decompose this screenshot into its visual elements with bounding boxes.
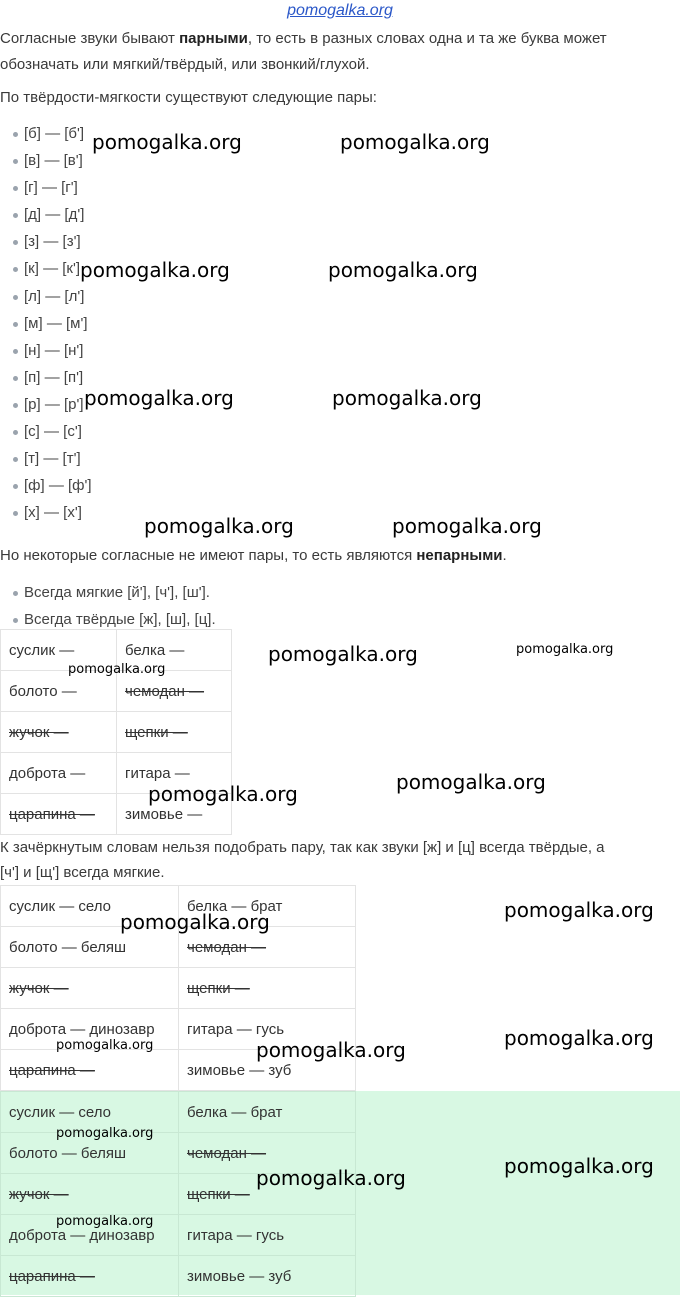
unpaired-text-after: . [502,547,507,564]
table-cell: гитара — гусь [179,1009,356,1050]
watermark: pomogalka.org [328,258,478,282]
pair-item: [п] — [п'] [0,364,92,391]
intro-bold-term: парными [179,30,248,47]
table-row [1,1215,356,1256]
struck-word: жучок — [9,723,69,741]
struck-word: жучок — [9,979,69,997]
pair-item: [к] — [к'] [0,255,92,282]
pair-item: [з] — [з'] [0,228,92,255]
table-cell [1,968,179,1009]
site-logo-link[interactable]: pomogalka.org [287,2,393,19]
struck-word: царапина — [9,1267,95,1285]
watermark: pomogalka.org [268,642,418,666]
watermark: pomogalka.org [56,1126,154,1141]
table-cell: болото — беляш [1,1133,179,1174]
pair-item: [д] — [д'] [0,201,92,228]
table-row [1,1092,356,1133]
table-cell [1,1256,179,1297]
unpaired-item: Всегда твёрдые [ж], [ш], [ц]. [0,606,216,633]
pair-item: [х] — [х'] [0,499,92,526]
table-row [1,1256,356,1297]
watermark: pomogalka.org [256,1038,406,1062]
struck-word: щепки — [125,723,188,741]
struck-word: чемодан — [125,682,205,700]
watermark: pomogalka.org [148,782,298,806]
pair-item: [в] — [в'] [0,147,92,174]
pair-item: [м] — [м'] [0,310,92,337]
pairs-heading: По твёрдости-мягкости существуют следующие пары: [0,89,377,106]
unpaired-paragraph [0,543,507,569]
intro-paragraph [0,26,607,52]
watermark: pomogalka.org [340,130,490,154]
watermark: pomogalka.org [516,642,614,657]
table-cell: гитара — [117,753,232,794]
table-row [1,712,232,753]
pairs-list [0,120,92,526]
table-cell: зимовье — зуб [179,1256,356,1297]
unpaired-bold-term: непарными [416,547,503,564]
table-cell [1,794,117,835]
table-cell: зимовье — зуб [179,1050,356,1091]
struck-word: щепки — [187,1185,250,1203]
pair-item: [т] — [т'] [0,445,92,472]
table-cell: суслик — [1,630,117,671]
watermark: pomogalka.org [392,514,542,538]
struck-word: чемодан — [187,938,267,956]
watermark: pomogalka.org [68,662,166,677]
table-cell: гитара — гусь [179,1215,356,1256]
table-cell: суслик — село [1,886,179,927]
watermark: pomogalka.org [56,1214,154,1229]
struck-word: щепки — [187,979,250,997]
table-cell: доброта — [1,753,117,794]
table-cell [1,712,117,753]
intro-paragraph-line2: обозначать или мягкий/твёрдый, или звонкий/глухой. [0,56,370,73]
watermark: pomogalka.org [92,130,242,154]
table-cell: суслик — село [1,1092,179,1133]
struck-word: царапина — [9,805,95,823]
table-cell: болото — [1,671,117,712]
intro-text-after: , то есть в разных словах одна и та же буква может [247,30,607,47]
watermark: pomogalka.org [504,1154,654,1178]
pair-item: [л] — [л'] [0,283,92,310]
unpaired-text: Но некоторые согласные не имеют пары, то есть являются [0,547,417,564]
table-cell: доброта — динозавр [1,1215,179,1256]
watermark: pomogalka.org [80,258,230,282]
pair-item: [н] — [н'] [0,337,92,364]
pair-item: [ф] — [ф'] [0,472,92,499]
watermark: pomogalka.org [256,1166,406,1190]
watermark: pomogalka.org [396,770,546,794]
pair-item: [г] — [г'] [0,174,92,201]
table-cell [117,712,232,753]
table-cell [1,1174,179,1215]
table-cell [179,968,356,1009]
struck-word: царапина — [9,1061,95,1079]
table-row [1,968,356,1009]
highlighted-answer-table [0,1091,356,1297]
watermark: pomogalka.org [504,1026,654,1050]
table-cell: зимовье — [117,794,232,835]
unpaired-item: Всегда мягкие [й'], [ч'], [ш']. [0,579,216,606]
intro-text: Согласные звуки бывают [0,30,180,47]
table-cell: белка — брат [179,1092,356,1133]
table-cell: болото — беляш [1,927,179,968]
watermark: pomogalka.org [332,386,482,410]
explanation-paragraph-line2: [ч'] и [щ'] всегда мягкие. [0,864,165,881]
explanation-paragraph: К зачёркнутым словам нельзя подобрать пару, так как звуки [ж] и [ц] всегда твёрдые, а [0,839,605,856]
pair-item: [с] — [с'] [0,418,92,445]
table-cell: белка — [117,630,232,671]
pair-item: [р] — [р'] [0,391,92,418]
unpaired-list [0,579,216,633]
pair-item: [б] — [б'] [0,120,92,147]
table-cell [1,1050,179,1091]
table-cell: доброта — динозавр [1,1009,179,1050]
struck-word: жучок — [9,1185,69,1203]
watermark: pomogalka.org [120,910,270,934]
watermark: pomogalka.org [84,386,234,410]
watermark: pomogalka.org [56,1038,154,1053]
watermark: pomogalka.org [504,898,654,922]
watermark: pomogalka.org [144,514,294,538]
struck-word: чемодан — [187,1144,267,1162]
table-cell: белка — брат [179,886,356,927]
